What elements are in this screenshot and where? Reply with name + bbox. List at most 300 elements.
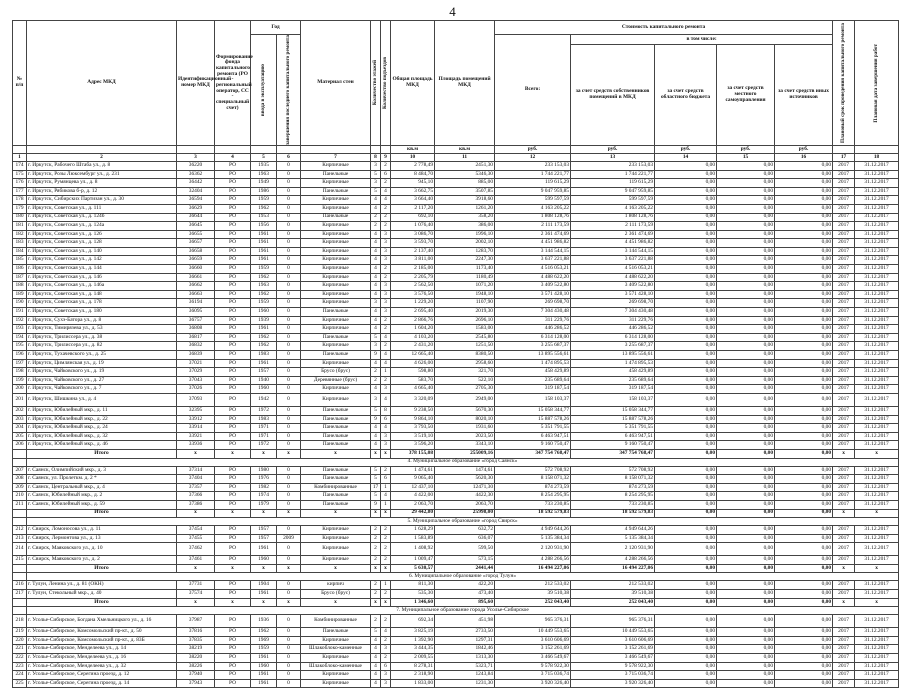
floors: 4 [371, 204, 381, 213]
total-premises-area: 895,60 [435, 598, 495, 607]
year-commission: 1986 [251, 187, 277, 196]
entrances: 2 [381, 466, 391, 475]
table-row [13, 351, 899, 360]
row-number: 176 [13, 179, 27, 188]
floors: 2 [371, 590, 381, 599]
cost-owners: 3 144 544,15 [571, 247, 655, 256]
year-last-repair: 0 [277, 368, 301, 377]
row-number: 223 [13, 662, 27, 671]
cost-other: 0,00 [775, 424, 833, 433]
total-area: 29 442,80 [391, 509, 435, 518]
wall-material: Комбинированные [301, 615, 371, 628]
row-number: 209 [13, 483, 27, 492]
cost-owners: 599 597,59 [571, 196, 655, 205]
cost-local: 0,00 [717, 654, 775, 663]
premises-area: 2545,80 [435, 333, 495, 342]
plan-year: 2017 [833, 333, 855, 342]
building-id: 37314 [177, 466, 215, 475]
plan-year: 2017 [833, 475, 855, 484]
floors: 4 [371, 385, 381, 394]
column-number: 10 [391, 153, 435, 161]
premises-area: 386,00 [435, 222, 495, 231]
cost-other: 0,00 [775, 230, 833, 239]
total-area: 5 630,57 [391, 564, 435, 573]
cost-total: 233 153,03 [495, 161, 571, 170]
plan-year: 2017 [833, 265, 855, 274]
premises-area: 5670,30 [435, 406, 495, 415]
table-row [13, 290, 899, 299]
entrances: 3 [381, 645, 391, 654]
table-row [13, 671, 899, 680]
building-id: 33914 [177, 424, 215, 433]
year-commission: 1969 [251, 636, 277, 645]
year-commission: 1940 [251, 376, 277, 385]
row-number: 218 [13, 615, 27, 628]
premises-area: 358,20 [435, 213, 495, 222]
plan-date: 31.12.2017 [855, 265, 899, 274]
fund-type: РО [215, 239, 251, 248]
floors: 4 [371, 265, 381, 274]
cost-other: 0,00 [775, 282, 833, 291]
cost-other: 0,00 [775, 534, 833, 543]
cost-total: 874 273,59 [495, 483, 571, 492]
plan-date: 31.12.2017 [855, 187, 899, 196]
wall-material: Кирпичные [301, 282, 371, 291]
row-number: 188 [13, 282, 27, 291]
cost-other: 0,00 [775, 526, 833, 535]
building-id: 37357 [177, 483, 215, 492]
cost-other: 0,00 [775, 406, 833, 415]
premises-area: 2958,60 [435, 359, 495, 368]
plan-year: 2017 [833, 359, 855, 368]
cost-local: 0,00 [717, 368, 775, 377]
floors: 5 [371, 406, 381, 415]
plan-date: 31.12.2017 [855, 385, 899, 394]
cost-total: 10 449 553,65 [495, 628, 571, 637]
x-cell: x [833, 598, 855, 607]
wall-material: Панельные [301, 333, 371, 342]
wall-material: Кирпичные [301, 654, 371, 663]
entrances: 2 [381, 222, 391, 231]
fund-type: РО [215, 385, 251, 394]
address: г. Свирск, Маяковского ул., д. 10 [27, 543, 177, 556]
column-number: 4 [215, 153, 251, 161]
cost-local: 0,00 [717, 475, 775, 484]
floors: 4 [371, 432, 381, 441]
floors: 2 [371, 376, 381, 385]
cost-total: 3 409 522,80 [495, 282, 571, 291]
cost-total: 446 286,52 [495, 325, 571, 334]
cost-regional: 0,00 [655, 679, 717, 688]
total-regional: 0,00 [655, 598, 717, 607]
fund-type: РО [215, 492, 251, 501]
x-cell: x [215, 598, 251, 607]
plan-date: 31.12.2017 [855, 645, 899, 654]
x-cell: x [301, 564, 371, 573]
plan-date: 31.12.2017 [855, 628, 899, 637]
wall-material: Панельные [301, 432, 371, 441]
plan-date: 31.12.2017 [855, 500, 899, 509]
plan-year: 2017 [833, 662, 855, 671]
year-last-repair: 0 [277, 581, 301, 590]
x-cell: x [215, 564, 251, 573]
cost-other: 0,00 [775, 432, 833, 441]
fund-type: РО [215, 222, 251, 231]
repair-plan-table [12, 20, 899, 688]
hdr-address: Адрес МКД [27, 21, 177, 146]
cost-regional: 0,00 [655, 368, 717, 377]
cost-owners: 3 152 261,69 [571, 645, 655, 654]
floors: 2 [371, 543, 381, 556]
row-number: 191 [13, 308, 27, 317]
entrances: 8 [381, 406, 391, 415]
total-area: 12 437,10 [391, 483, 435, 492]
floors: 4 [371, 239, 381, 248]
wall-material: Кирпичные [301, 342, 371, 351]
cost-total: 319 187,54 [495, 385, 571, 394]
year-last-repair: 0 [277, 441, 301, 450]
cost-owners: 4 488 622,20 [571, 273, 655, 282]
address: г. Иркутск, Трилиссера ул., д. 82 [27, 342, 177, 351]
year-last-repair: 0 [277, 671, 301, 680]
cost-local: 0,00 [717, 415, 775, 424]
cost-regional: 0,00 [655, 475, 717, 484]
table-row [13, 161, 899, 170]
cost-total: 3 152 261,69 [495, 645, 571, 654]
fund-type: РО [215, 342, 251, 351]
entrances: 2 [381, 615, 391, 628]
table-row [13, 256, 899, 265]
year-last-repair: 0 [277, 161, 301, 170]
year-last-repair: 0 [277, 333, 301, 342]
year-last-repair: 0 [277, 282, 301, 291]
building-id: 36644 [177, 213, 215, 222]
year-commission: 1957 [251, 534, 277, 543]
cost-other: 0,00 [775, 213, 833, 222]
premises-area: 3918,60 [435, 196, 495, 205]
entrances: 3 [381, 679, 391, 688]
cost-local: 0,00 [717, 526, 775, 535]
floors: 2 [371, 534, 381, 543]
address: г. Саянск, Центральный мкр., д. 4 [27, 483, 177, 492]
table-row [13, 432, 899, 441]
row-number: 187 [13, 273, 27, 282]
wall-material: Кирпичные [301, 543, 371, 556]
cost-total: 3 144 544,15 [495, 247, 571, 256]
address: г. Иркутск, Юбилейный мкр., д. 22 [27, 415, 177, 424]
cost-regional: 0,00 [655, 179, 717, 188]
year-commission: 1983 [251, 415, 277, 424]
premises-area: 3507,85 [435, 187, 495, 196]
premises-area: 1071,20 [435, 282, 495, 291]
year-last-repair: 0 [277, 466, 301, 475]
total-local: 0,00 [717, 449, 775, 458]
cost-regional: 0,00 [655, 290, 717, 299]
cost-other: 0,00 [775, 393, 833, 406]
cost-total: 158 103,37 [495, 393, 571, 406]
fund-type: РО [215, 534, 251, 543]
cost-regional: 0,00 [655, 645, 717, 654]
wall-material: Панельные [301, 424, 371, 433]
table-row [13, 654, 899, 663]
cost-regional: 0,00 [655, 256, 717, 265]
fund-type: РО [215, 282, 251, 291]
cost-owners: 733 230,85 [571, 500, 655, 509]
fund-type: РО [215, 415, 251, 424]
floors: 5 [371, 333, 381, 342]
cost-owners: 4 288 266,56 [571, 556, 655, 565]
premises-area: 2451,30 [435, 161, 495, 170]
cost-total: 458 429,89 [495, 368, 571, 377]
plan-date: 31.12.2017 [855, 636, 899, 645]
cost-regional: 0,00 [655, 213, 717, 222]
plan-year: 2017 [833, 196, 855, 205]
year-last-repair: 0 [277, 406, 301, 415]
fund-type: РО [215, 351, 251, 360]
cost-total: 599 597,59 [495, 196, 571, 205]
plan-year: 2017 [833, 581, 855, 590]
cost-regional: 0,00 [655, 376, 717, 385]
cost-owners: 8 254 295,95 [571, 492, 655, 501]
row-number: 205 [13, 432, 27, 441]
fund-type: РО [215, 526, 251, 535]
cost-owners: 4 163 205,22 [571, 204, 655, 213]
cost-owners: 7 304 430,48 [571, 308, 655, 317]
cost-total: 2 120 931,90 [495, 543, 571, 556]
floors: 2 [371, 526, 381, 535]
empty-cell [13, 449, 27, 458]
table-row [13, 615, 899, 628]
total-area: 2 431,20 [391, 342, 435, 351]
year-commission: 1976 [251, 475, 277, 484]
table-row [13, 424, 899, 433]
table-row [13, 368, 899, 377]
cost-local: 0,00 [717, 615, 775, 628]
year-commission: 1963 [251, 170, 277, 179]
plan-date: 31.12.2017 [855, 316, 899, 325]
x-cell: x [855, 564, 899, 573]
cost-owners: 39 510,38 [571, 590, 655, 599]
cost-local: 0,00 [717, 222, 775, 231]
table-row [13, 393, 899, 406]
hdr-regional: за счет средств областного бюджета [655, 44, 717, 145]
fund-type: РО [215, 290, 251, 299]
premises-area: 1313,30 [435, 654, 495, 663]
plan-year: 2017 [833, 247, 855, 256]
year-last-repair: 0 [277, 265, 301, 274]
year-commission: 1971 [251, 432, 277, 441]
building-id: 37366 [177, 492, 215, 501]
x-cell: x [381, 564, 391, 573]
total-other: 0,00 [775, 598, 833, 607]
premises-area: 2019,30 [435, 308, 495, 317]
table-row [13, 376, 899, 385]
plan-year: 2017 [833, 654, 855, 663]
x-cell: x [371, 509, 381, 518]
cost-owners: 3 409 522,80 [571, 282, 655, 291]
premises-area: 885,00 [435, 179, 495, 188]
cost-total: 572 708,92 [495, 466, 571, 475]
address: г. Иркутск, Румянцева ул., д. 8 [27, 179, 177, 188]
wall-material: Шлакоблоко-каменные [301, 662, 371, 671]
plan-date: 31.12.2017 [855, 204, 899, 213]
floors: 4 [371, 256, 381, 265]
column-number: 15 [717, 153, 775, 161]
building-id: 38219 [177, 645, 215, 654]
cost-local: 0,00 [717, 161, 775, 170]
fund-type: РО [215, 299, 251, 308]
floors: 2 [371, 213, 381, 222]
cost-other: 0,00 [775, 415, 833, 424]
cost-local: 0,00 [717, 636, 775, 645]
wall-material: Кирпичные [301, 204, 371, 213]
plan-date: 31.12.2017 [855, 662, 899, 671]
year-last-repair: 0 [277, 654, 301, 663]
cost-total: 5 135 384,34 [495, 534, 571, 543]
address: г. Иркутск, Сухэ-Батора ул., д. 8 [27, 316, 177, 325]
premises-area: 1842,46 [435, 645, 495, 654]
cost-regional: 0,00 [655, 543, 717, 556]
wall-material: Панельные [301, 441, 371, 450]
building-id: 36662 [177, 282, 215, 291]
cost-total: 4 516 053,21 [495, 265, 571, 274]
entrances: 3 [381, 247, 391, 256]
cost-local: 0,00 [717, 662, 775, 671]
wall-material: Кирпичные [301, 534, 371, 543]
floors: 4 [371, 290, 381, 299]
year-last-repair: 0 [277, 628, 301, 637]
year-commission: 1959 [251, 299, 277, 308]
cost-total: 8 254 295,95 [495, 492, 571, 501]
plan-year: 2017 [833, 290, 855, 299]
floors: 3 [371, 342, 381, 351]
year-commission: 1959 [251, 196, 277, 205]
cost-owners: 3 466 549,67 [571, 654, 655, 663]
entrances: 3 [381, 230, 391, 239]
row-number: 195 [13, 342, 27, 351]
total-area: 378 155,08 [391, 449, 435, 458]
cost-total: 4 163 205,22 [495, 204, 571, 213]
wall-material: Кирпичные [301, 230, 371, 239]
floors: 4 [371, 424, 381, 433]
floors: 5 [371, 466, 381, 475]
premises-area: 2023,50 [435, 432, 495, 441]
fund-type: РО [215, 424, 251, 433]
wall-material: Панельные [301, 187, 371, 196]
premises-area: 2733,50 [435, 628, 495, 637]
year-last-repair: 0 [277, 247, 301, 256]
cost-other: 0,00 [775, 316, 833, 325]
year-commission: 1939 [251, 316, 277, 325]
table-body [13, 161, 899, 687]
plan-year: 2017 [833, 628, 855, 637]
section-title: 4. Муниципальное образование «город Саянск» [27, 458, 899, 466]
cost-total: 9 047 959,85 [495, 187, 571, 196]
cost-total: 1 474 895,53 [495, 359, 571, 368]
fund-type: РО [215, 325, 251, 334]
address: г. Иркутск, Сибирских Партизан ул., д. 30 [27, 196, 177, 205]
address: г. Иркутск, Юбилейный мкр., д. 24 [27, 424, 177, 433]
total-row [13, 598, 899, 607]
cost-total: 269 698,70 [495, 299, 571, 308]
total-area: 2 778,49 [391, 161, 435, 170]
plan-year: 2017 [833, 368, 855, 377]
cost-owners: 874 273,59 [571, 483, 655, 492]
year-commission: 1961 [251, 679, 277, 688]
plan-date: 31.12.2017 [855, 590, 899, 599]
floors: 4 [371, 196, 381, 205]
entrances: 2 [381, 316, 391, 325]
cost-regional: 0,00 [655, 299, 717, 308]
plan-date: 31.12.2017 [855, 247, 899, 256]
cost-regional: 0,00 [655, 424, 717, 433]
premises-area: 451,98 [435, 615, 495, 628]
cost-owners: 4 949 644,26 [571, 526, 655, 535]
cost-local: 0,00 [717, 273, 775, 282]
cost-total: 4 488 622,20 [495, 273, 571, 282]
address: г. Иркутск, Советская ул., д. 146а [27, 282, 177, 291]
total-area: 1 474,61 [391, 466, 435, 475]
year-last-repair: 0 [277, 483, 301, 492]
cost-other: 0,00 [775, 196, 833, 205]
row-number: 184 [13, 247, 27, 256]
cost-owners: 458 429,89 [571, 368, 655, 377]
year-commission: 1961 [251, 239, 277, 248]
floors: 3 [371, 161, 381, 170]
year-last-repair: 0 [277, 342, 301, 351]
x-cell: x [277, 564, 301, 573]
row-number: 194 [13, 333, 27, 342]
year-commission: 1959 [251, 265, 277, 274]
cost-other: 0,00 [775, 170, 833, 179]
premises-area: 1251,50 [435, 342, 495, 351]
year-commission: 1935 [251, 161, 277, 170]
address: г. Иркутск, Тимирязева ул., д. 53 [27, 325, 177, 334]
row-number: 212 [13, 526, 27, 535]
table-row [13, 187, 899, 196]
year-commission: 1957 [251, 526, 277, 535]
fund-type: РО [215, 581, 251, 590]
fund-type: РО [215, 204, 251, 213]
building-id: 36657 [177, 239, 215, 248]
wall-material: Кирпичные [301, 247, 371, 256]
floors: 17 [371, 483, 381, 492]
year-commission: 1961 [251, 671, 277, 680]
entrances: 2 [381, 273, 391, 282]
cost-other: 0,00 [775, 654, 833, 663]
cost-owners: 15 058 344,77 [571, 406, 655, 415]
cost-local: 0,00 [717, 581, 775, 590]
cost-owners: 233 153,03 [571, 161, 655, 170]
hdr-id: Идентификационный номер МКД [177, 21, 215, 146]
address: г. Саянск, Олимпийский мкр., д. 3 [27, 466, 177, 475]
row-number: 178 [13, 196, 27, 205]
total-cost: 347 754 768,47 [495, 449, 571, 458]
year-commission: 1972 [251, 406, 277, 415]
row-number: 198 [13, 368, 27, 377]
column-number: 5 [251, 153, 277, 161]
cost-regional: 0,00 [655, 483, 717, 492]
year-commission: 1949 [251, 179, 277, 188]
total-area: 692,34 [391, 615, 435, 628]
section-row [13, 458, 899, 466]
hdr-year-last-repair: завершения последнего капитального ремонта [277, 35, 301, 146]
table-row [13, 679, 899, 688]
cost-owners: 4 516 053,21 [571, 265, 655, 274]
table-row [13, 483, 899, 492]
address: г. Иркутск, Советская ул., д. 124б [27, 213, 177, 222]
table-row [13, 645, 899, 654]
